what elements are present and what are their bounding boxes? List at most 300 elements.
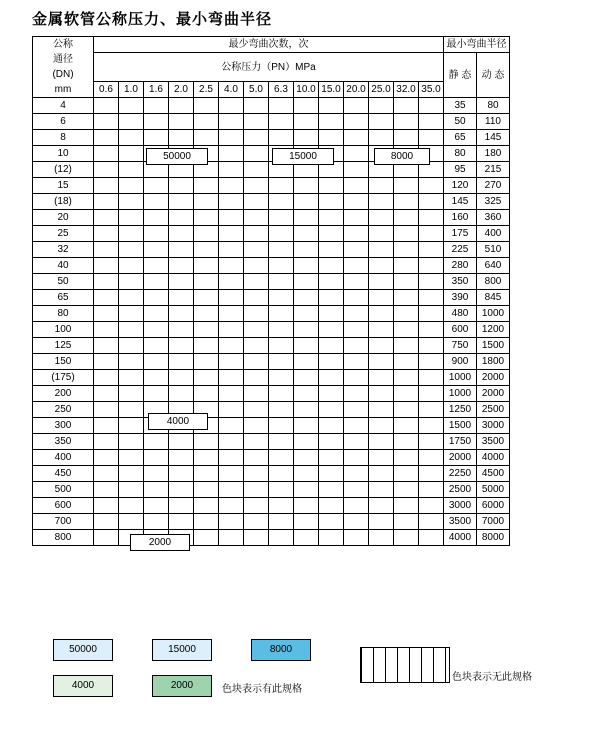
cell-pressure <box>244 146 269 162</box>
header-pressure-col-10: 20.0 <box>344 82 369 98</box>
cell-pressure <box>294 114 319 130</box>
legend-label-4000: 4000 <box>71 680 95 691</box>
cell-pressure <box>194 306 219 322</box>
cell-dynamic-radius: 110 <box>477 114 510 130</box>
cell-pressure <box>244 354 269 370</box>
cell-pressure <box>269 402 294 418</box>
cell-dynamic-radius: 360 <box>477 210 510 226</box>
cell-pressure <box>219 354 244 370</box>
cell-pressure <box>394 434 419 450</box>
cell-pressure <box>94 146 119 162</box>
cell-pressure <box>244 162 269 178</box>
cell-pressure <box>94 114 119 130</box>
cell-pressure <box>144 274 169 290</box>
cell-dynamic-radius: 180 <box>477 146 510 162</box>
cell-pressure <box>119 98 144 114</box>
cell-pressure <box>369 306 394 322</box>
cell-pressure <box>119 226 144 242</box>
cell-pressure <box>419 434 444 450</box>
table-row <box>33 418 510 434</box>
cell-dynamic-radius: 325 <box>477 194 510 210</box>
cell-pressure <box>194 210 219 226</box>
table-row <box>33 370 510 386</box>
cell-pressure <box>269 210 294 226</box>
cell-pressure <box>344 274 369 290</box>
header-pressure-col-8: 10.0 <box>294 82 319 98</box>
cell-pressure <box>344 466 369 482</box>
cell-pressure <box>319 386 344 402</box>
cell-pressure <box>94 162 119 178</box>
cell-pressure <box>169 242 194 258</box>
header-static: 静 态 <box>444 53 477 98</box>
cell-static-radius: 350 <box>444 274 477 290</box>
legend-label-2000: 2000 <box>170 680 194 691</box>
cell-pressure <box>419 98 444 114</box>
cell-dn: 800 <box>33 530 94 546</box>
cell-pressure <box>94 226 119 242</box>
cell-pressure <box>144 498 169 514</box>
cell-dn: 40 <box>33 258 94 274</box>
cell-pressure <box>169 482 194 498</box>
cell-dynamic-radius: 215 <box>477 162 510 178</box>
cell-pressure <box>369 210 394 226</box>
cell-pressure <box>169 130 194 146</box>
cell-pressure <box>119 130 144 146</box>
cell-pressure <box>94 290 119 306</box>
cell-pressure <box>319 114 344 130</box>
cell-pressure <box>94 466 119 482</box>
cell-pressure <box>419 194 444 210</box>
cell-pressure <box>344 242 369 258</box>
cell-pressure <box>394 178 419 194</box>
cell-pressure <box>94 242 119 258</box>
cell-pressure <box>169 386 194 402</box>
cell-pressure <box>169 226 194 242</box>
cell-pressure <box>319 290 344 306</box>
cell-pressure <box>244 210 269 226</box>
cell-pressure <box>369 418 394 434</box>
cell-pressure <box>219 258 244 274</box>
cell-static-radius: 280 <box>444 258 477 274</box>
cell-dn: 65 <box>33 290 94 306</box>
cell-pressure <box>294 98 319 114</box>
cell-dynamic-radius: 4000 <box>477 450 510 466</box>
cell-pressure <box>294 386 319 402</box>
header-pressure-col-11: 25.0 <box>369 82 394 98</box>
table-body <box>33 98 510 546</box>
cell-dynamic-radius: 270 <box>477 178 510 194</box>
cell-dynamic-radius: 1500 <box>477 338 510 354</box>
header-dn <box>33 37 94 98</box>
cell-pressure <box>94 402 119 418</box>
table-head <box>33 37 510 98</box>
cell-pressure <box>294 530 319 546</box>
cell-dn: (12) <box>33 162 94 178</box>
cell-pressure <box>169 306 194 322</box>
cell-pressure <box>194 514 219 530</box>
cell-pressure <box>369 482 394 498</box>
cell-pressure <box>419 418 444 434</box>
legend-swatch-8000 <box>251 639 311 661</box>
cell-static-radius: 50 <box>444 114 477 130</box>
cell-static-radius: 3500 <box>444 514 477 530</box>
legend-note-unavailable: 色块表示无此规格 <box>452 672 532 683</box>
table-row <box>33 482 510 498</box>
cell-pressure <box>119 162 144 178</box>
cell-pressure <box>269 370 294 386</box>
cell-pressure <box>294 274 319 290</box>
cell-pressure <box>119 242 144 258</box>
legend-swatch-2000 <box>152 675 212 697</box>
cell-pressure <box>119 290 144 306</box>
cell-pressure <box>244 386 269 402</box>
cell-static-radius: 600 <box>444 322 477 338</box>
cell-pressure <box>94 306 119 322</box>
cell-static-radius: 2500 <box>444 482 477 498</box>
cell-pressure <box>319 226 344 242</box>
table-row <box>33 434 510 450</box>
cell-pressure <box>219 322 244 338</box>
cell-pressure <box>169 290 194 306</box>
cell-pressure <box>219 450 244 466</box>
cell-pressure <box>144 226 169 242</box>
cell-pressure <box>369 514 394 530</box>
cell-dn: 20 <box>33 210 94 226</box>
cell-static-radius: 175 <box>444 226 477 242</box>
cell-static-radius: 80 <box>444 146 477 162</box>
legend-label-50000: 50000 <box>69 644 97 655</box>
cell-static-radius: 95 <box>444 162 477 178</box>
cell-pressure <box>294 498 319 514</box>
cell-pressure <box>169 354 194 370</box>
table-row <box>33 210 510 226</box>
cell-pressure <box>269 98 294 114</box>
table-row <box>33 514 510 530</box>
cell-dn: 300 <box>33 418 94 434</box>
cell-pressure <box>219 306 244 322</box>
cell-static-radius: 390 <box>444 290 477 306</box>
cell-static-radius: 1000 <box>444 370 477 386</box>
overlay-label-2000: 2000 <box>130 534 190 551</box>
cell-pressure <box>269 306 294 322</box>
cell-pressure <box>194 226 219 242</box>
header-pressure-col-3: 2.0 <box>169 82 194 98</box>
cell-pressure <box>219 114 244 130</box>
cell-static-radius: 145 <box>444 194 477 210</box>
header-pressure-col-13: 35.0 <box>419 82 444 98</box>
cell-pressure <box>244 258 269 274</box>
header-pressure-col-6: 5.0 <box>244 82 269 98</box>
legend-label-15000: 15000 <box>168 644 196 655</box>
cell-pressure <box>369 322 394 338</box>
cell-pressure <box>269 418 294 434</box>
cell-pressure <box>194 482 219 498</box>
cell-static-radius: 160 <box>444 210 477 226</box>
cell-pressure <box>94 98 119 114</box>
cell-pressure <box>394 418 419 434</box>
cell-pressure <box>144 290 169 306</box>
cell-pressure <box>419 290 444 306</box>
cell-pressure <box>219 226 244 242</box>
table-row <box>33 354 510 370</box>
cell-pressure <box>369 338 394 354</box>
cell-pressure <box>369 450 394 466</box>
cell-pressure <box>369 258 394 274</box>
cell-pressure <box>344 402 369 418</box>
cell-dynamic-radius: 1200 <box>477 322 510 338</box>
cell-pressure <box>319 434 344 450</box>
header-dn-line-3: mm <box>54 84 72 95</box>
cell-dynamic-radius: 400 <box>477 226 510 242</box>
specification-table <box>32 36 510 546</box>
cell-pressure <box>344 450 369 466</box>
cell-pressure <box>244 130 269 146</box>
cell-dn: 125 <box>33 338 94 354</box>
cell-pressure <box>94 338 119 354</box>
cell-pressure <box>94 450 119 466</box>
cell-pressure <box>344 194 369 210</box>
cell-pressure <box>294 338 319 354</box>
cell-pressure <box>319 322 344 338</box>
overlay-label-4000: 4000 <box>148 413 208 430</box>
cell-dn: (18) <box>33 194 94 210</box>
cell-pressure <box>144 386 169 402</box>
cell-pressure <box>244 306 269 322</box>
cell-pressure <box>394 274 419 290</box>
cell-pressure <box>369 226 394 242</box>
cell-pressure <box>144 98 169 114</box>
cell-static-radius: 2000 <box>444 450 477 466</box>
cell-pressure <box>369 114 394 130</box>
cell-dn: 350 <box>33 434 94 450</box>
header-pressure-col-1: 1.0 <box>119 82 144 98</box>
cell-pressure <box>219 338 244 354</box>
cell-pressure <box>319 130 344 146</box>
cell-pressure <box>344 178 369 194</box>
cell-pressure <box>319 418 344 434</box>
cell-pressure <box>344 98 369 114</box>
cell-pressure <box>219 418 244 434</box>
cell-static-radius: 1000 <box>444 386 477 402</box>
cell-pressure <box>319 498 344 514</box>
cell-pressure <box>344 338 369 354</box>
legend-hatch-swatch <box>360 647 450 683</box>
cell-dn: 400 <box>33 450 94 466</box>
cell-pressure <box>344 258 369 274</box>
cell-pressure <box>419 322 444 338</box>
header-row-1 <box>33 37 510 53</box>
cell-pressure <box>94 210 119 226</box>
cell-pressure <box>219 530 244 546</box>
cell-pressure <box>119 434 144 450</box>
cell-pressure <box>94 322 119 338</box>
cell-pressure <box>119 194 144 210</box>
cell-pressure <box>394 498 419 514</box>
cell-pressure <box>219 130 244 146</box>
cell-pressure <box>269 290 294 306</box>
page-title: 金属软管公称压力、最小弯曲半径 <box>32 12 273 28</box>
cell-pressure <box>394 354 419 370</box>
cell-pressure <box>419 386 444 402</box>
table-row <box>33 274 510 290</box>
cell-pressure <box>119 386 144 402</box>
cell-pressure <box>144 178 169 194</box>
cell-pressure <box>394 242 419 258</box>
cell-dynamic-radius: 2500 <box>477 402 510 418</box>
cell-dynamic-radius: 145 <box>477 130 510 146</box>
header-pressure-col-9: 15.0 <box>319 82 344 98</box>
cell-pressure <box>294 402 319 418</box>
cell-pressure <box>319 402 344 418</box>
cell-dn: 10 <box>33 146 94 162</box>
cell-pressure <box>369 178 394 194</box>
cell-pressure <box>294 434 319 450</box>
cell-pressure <box>294 322 319 338</box>
cell-pressure <box>319 466 344 482</box>
cell-pressure <box>419 402 444 418</box>
cell-pressure <box>369 498 394 514</box>
cell-pressure <box>394 226 419 242</box>
cell-dynamic-radius: 4500 <box>477 466 510 482</box>
cell-pressure <box>119 114 144 130</box>
cell-pressure <box>119 418 144 434</box>
cell-pressure <box>369 402 394 418</box>
cell-pressure <box>269 258 294 274</box>
cell-dn: 250 <box>33 402 94 418</box>
cell-pressure <box>319 530 344 546</box>
cell-pressure <box>244 290 269 306</box>
cell-pressure <box>244 338 269 354</box>
cell-pressure <box>119 370 144 386</box>
cell-pressure <box>269 514 294 530</box>
cell-pressure <box>119 322 144 338</box>
cell-pressure <box>119 258 144 274</box>
table-row <box>33 306 510 322</box>
cell-pressure <box>144 338 169 354</box>
cell-pressure <box>369 434 394 450</box>
cell-pressure <box>369 530 394 546</box>
cell-dn: 600 <box>33 498 94 514</box>
cell-pressure <box>144 258 169 274</box>
cell-pressure <box>344 354 369 370</box>
cell-pressure <box>194 530 219 546</box>
cell-pressure <box>194 354 219 370</box>
cell-pressure <box>144 370 169 386</box>
cell-pressure <box>294 354 319 370</box>
cell-pressure <box>94 434 119 450</box>
cell-pressure <box>119 178 144 194</box>
cell-dynamic-radius: 3000 <box>477 418 510 434</box>
table-row <box>33 258 510 274</box>
cell-dn: 700 <box>33 514 94 530</box>
cell-pressure <box>144 114 169 130</box>
table-row <box>33 322 510 338</box>
cell-pressure <box>119 514 144 530</box>
cell-pressure <box>94 498 119 514</box>
overlay-label-8000: 8000 <box>374 148 430 165</box>
cell-pressure <box>219 434 244 450</box>
cell-dynamic-radius: 8000 <box>477 530 510 546</box>
cell-pressure <box>169 114 194 130</box>
cell-pressure <box>294 226 319 242</box>
table-row <box>33 386 510 402</box>
cell-pressure <box>394 98 419 114</box>
cell-pressure <box>344 306 369 322</box>
cell-pressure <box>219 98 244 114</box>
cell-pressure <box>94 274 119 290</box>
cell-pressure <box>419 130 444 146</box>
cell-pressure <box>344 370 369 386</box>
legend-swatch-50000 <box>53 639 113 661</box>
cell-pressure <box>344 418 369 434</box>
cell-pressure <box>369 274 394 290</box>
cell-pressure <box>144 210 169 226</box>
specification-table-wrapper <box>32 36 510 546</box>
cell-pressure <box>394 402 419 418</box>
cell-pressure <box>144 450 169 466</box>
cell-pressure <box>294 130 319 146</box>
cell-pressure <box>244 274 269 290</box>
cell-static-radius: 750 <box>444 338 477 354</box>
cell-pressure <box>194 466 219 482</box>
cell-pressure <box>419 306 444 322</box>
cell-pressure <box>269 386 294 402</box>
cell-pressure <box>394 370 419 386</box>
cell-pressure <box>394 482 419 498</box>
cell-dynamic-radius: 2000 <box>477 370 510 386</box>
cell-pressure <box>419 210 444 226</box>
cell-pressure <box>294 242 319 258</box>
cell-pressure <box>169 258 194 274</box>
cell-pressure <box>344 482 369 498</box>
cell-static-radius: 4000 <box>444 530 477 546</box>
cell-pressure <box>244 514 269 530</box>
cell-pressure <box>169 466 194 482</box>
cell-pressure <box>219 178 244 194</box>
cell-pressure <box>144 482 169 498</box>
cell-pressure <box>269 226 294 242</box>
cell-pressure <box>394 338 419 354</box>
cell-pressure <box>269 434 294 450</box>
cell-pressure <box>319 210 344 226</box>
table-row <box>33 402 510 418</box>
cell-pressure <box>94 130 119 146</box>
cell-static-radius: 3000 <box>444 498 477 514</box>
cell-dn: 450 <box>33 466 94 482</box>
cell-pressure <box>169 514 194 530</box>
cell-static-radius: 35 <box>444 98 477 114</box>
cell-pressure <box>119 338 144 354</box>
cell-static-radius: 2250 <box>444 466 477 482</box>
header-pressure: 公称压力（PN）MPa <box>94 53 444 82</box>
cell-pressure <box>319 354 344 370</box>
cell-pressure <box>194 258 219 274</box>
cell-pressure <box>194 130 219 146</box>
cell-pressure <box>294 466 319 482</box>
legend-label-8000: 8000 <box>269 644 293 655</box>
cell-pressure <box>269 482 294 498</box>
cell-pressure <box>194 370 219 386</box>
cell-pressure <box>319 370 344 386</box>
cell-pressure <box>419 466 444 482</box>
cell-pressure <box>119 498 144 514</box>
cell-dynamic-radius: 640 <box>477 258 510 274</box>
table-row <box>33 162 510 178</box>
cell-dynamic-radius: 1000 <box>477 306 510 322</box>
cell-pressure <box>394 386 419 402</box>
cell-static-radius: 480 <box>444 306 477 322</box>
cell-pressure <box>219 290 244 306</box>
